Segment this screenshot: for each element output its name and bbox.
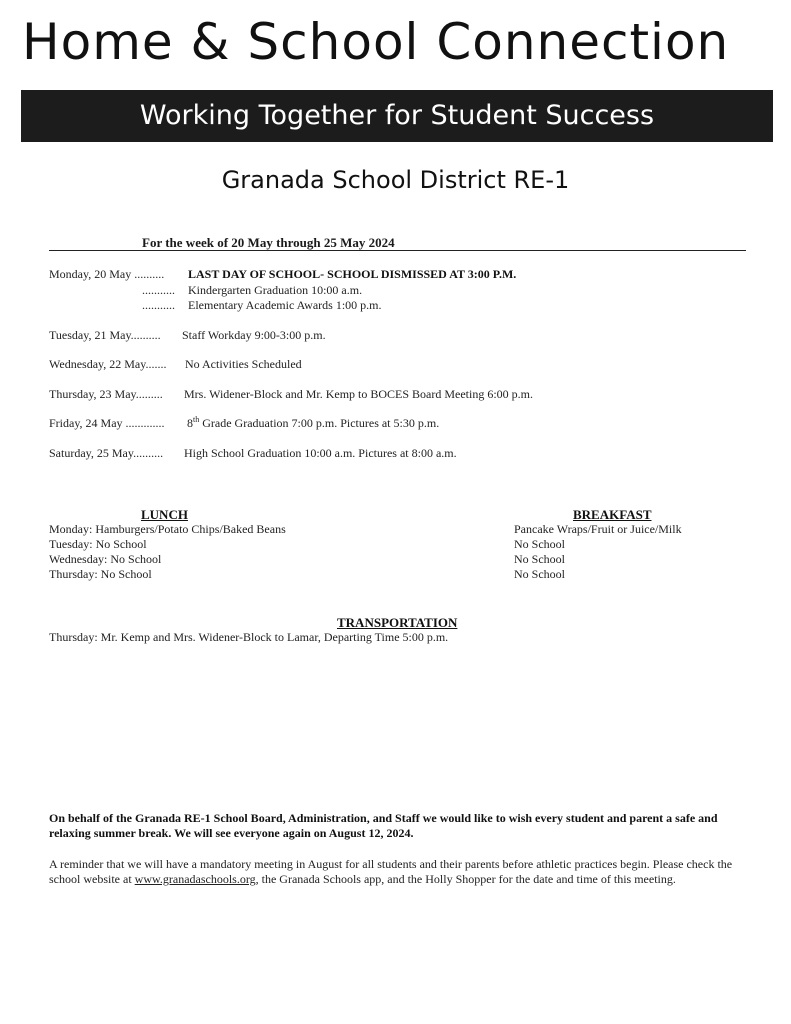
district-name: Granada School District RE-1: [221, 166, 570, 194]
reminder-text: A reminder that we will have a mandatory meeting in August for all students and their parents before athletic practices begin. Please check the school website at: [49, 857, 733, 886]
reminder-message: [49, 857, 749, 887]
schedule-event: Elementary Academic Awards 1:00 p.m.: [188, 298, 382, 312]
transportation-heading: TRANSPORTATION: [337, 615, 458, 630]
schedule-day: Thursday, 23 May.........: [49, 387, 163, 401]
schedule-day: Wednesday, 22 May.......: [49, 357, 167, 371]
schedule-event: LAST DAY OF SCHOOL- SCHOOL DISMISSED AT 3:00 P.M.: [188, 267, 517, 281]
breakfast-heading: BREAKFAST: [573, 507, 652, 522]
banner: Working Together for Student Success: [21, 90, 773, 142]
schedule-day: Friday, 24 May .............: [49, 416, 165, 430]
school-website-link[interactable]: www.granadaschools.org: [134, 872, 256, 886]
schedule-event: Staff Workday 9:00-3:00 p.m.: [182, 328, 326, 342]
lunch-item: Tuesday: No School: [49, 537, 147, 551]
breakfast-item: No School: [514, 567, 565, 581]
breakfast-item: No School: [514, 552, 565, 566]
lunch-heading: LUNCH: [141, 507, 188, 522]
lunch-item: Thursday: No School: [49, 567, 152, 581]
page-title: Home & School Connection: [22, 13, 730, 71]
schedule-event: High School Graduation 10:00 a.m. Pictures at 8:00 a.m.: [184, 446, 457, 460]
breakfast-item: Pancake Wraps/Fruit or Juice/Milk: [514, 522, 682, 536]
reminder-text-end: , the Granada Schools app, and the Holly Shopper for the date and time of this meeting.: [255, 872, 676, 886]
transportation-text: Thursday: Mr. Kemp and Mrs. Widener-Block to Lamar, Departing Time 5:00 p.m.: [49, 630, 449, 644]
schedule-event: No Activities Scheduled: [185, 357, 302, 371]
breakfast-item: No School: [514, 537, 565, 551]
schedule-event: Kindergarten Graduation 10:00 a.m.: [188, 283, 363, 297]
lunch-item: Monday: Hamburgers/Potato Chips/Baked Beans: [49, 522, 286, 536]
schedule-event: 8th Grade Graduation 7:00 p.m. Pictures at 5:30 p.m.: [187, 415, 440, 430]
schedule-day: ...........: [142, 283, 175, 297]
closing-message: On behalf of the Granada RE-1 School Board, Administration, and Staff we would like to wish every student and parent a safe and relaxing summer break. We will see everyone again on August 12, 2024.: [49, 811, 718, 840]
schedule-day: ...........: [142, 298, 175, 312]
schedule-event: Mrs. Widener-Block and Mr. Kemp to BOCES Board Meeting 6:00 p.m.: [184, 387, 534, 401]
week-heading: For the week of 20 May through 25 May 2024: [142, 235, 395, 250]
schedule-day: Tuesday, 21 May..........: [49, 328, 161, 342]
schedule-day: Saturday, 25 May..........: [49, 446, 164, 460]
schedule-day: Monday, 20 May ..........: [49, 267, 165, 281]
lunch-item: Wednesday: No School: [49, 552, 162, 566]
